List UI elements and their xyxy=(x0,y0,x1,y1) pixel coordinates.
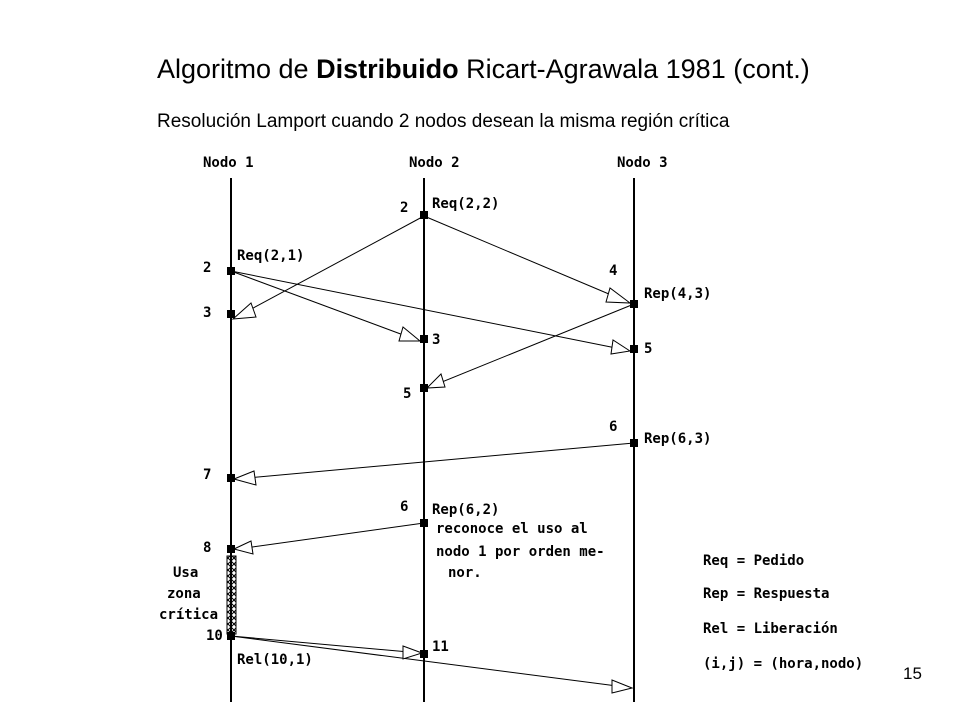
node-3-label: Nodo 3 xyxy=(617,155,668,171)
time-label: 5 xyxy=(403,386,412,402)
event-marker xyxy=(420,519,428,527)
event-marker xyxy=(227,632,235,640)
arrowhead-req22-node1 xyxy=(233,303,256,319)
legend-rel: Rel = Liberación xyxy=(703,621,838,637)
page-number: 15 xyxy=(903,664,922,683)
message-label: Rep(6,2) xyxy=(432,502,500,518)
time-label: 3 xyxy=(203,305,212,321)
time-label: 2 xyxy=(203,260,212,276)
event-marker xyxy=(630,345,638,353)
msg-rep63-to-node1 xyxy=(247,443,634,478)
event-marker xyxy=(630,300,638,308)
legend-rep: Rep = Respuesta xyxy=(703,586,830,602)
event-marker xyxy=(227,474,235,482)
arrowhead-rep63-node1 xyxy=(234,471,256,485)
event-marker xyxy=(227,267,235,275)
msg-req22-to-node3 xyxy=(424,216,616,297)
critical-zone-line-1: Usa xyxy=(173,565,199,581)
arrowhead-req21-node3 xyxy=(611,340,630,354)
legend-req: Req = Pedido xyxy=(703,553,805,569)
event-marker xyxy=(630,439,638,447)
critical-zone-line-3: crítica xyxy=(159,607,219,623)
message-label: Rep(4,3) xyxy=(644,286,712,302)
arrowhead-rep43-node2 xyxy=(427,374,445,388)
time-label: 4 xyxy=(609,263,618,279)
time-label: 7 xyxy=(203,467,212,483)
arrowhead-req21-node2 xyxy=(399,327,420,341)
msg-req22-to-node1 xyxy=(244,216,424,313)
message-label: Req(2,1) xyxy=(237,248,305,264)
note-line-2: nodo 1 por orden me- xyxy=(436,544,605,560)
arrowhead-req22-node3 xyxy=(606,288,630,303)
node-1-label: Nodo 1 xyxy=(203,155,254,171)
event-marker xyxy=(420,211,428,219)
msg-rep62-to-node1 xyxy=(245,523,424,548)
event-marker xyxy=(420,384,428,392)
msg-rel101-to-node2 xyxy=(231,636,409,652)
critical-zone-line-2: zona xyxy=(167,586,201,602)
time-label: 11 xyxy=(432,639,449,655)
time-label: 6 xyxy=(609,419,618,435)
time-label: 10 xyxy=(206,628,223,644)
time-label: 8 xyxy=(203,540,212,556)
arrowhead-rep62-node1 xyxy=(234,541,253,554)
note-line-1: reconoce el uso al xyxy=(436,521,588,537)
message-label: Rel(10,1) xyxy=(237,652,313,668)
page-subtitle: Resolución Lamport cuando 2 nodos desean la misma región crítica xyxy=(157,111,730,132)
time-label: 2 xyxy=(400,200,409,216)
note-line-3: nor. xyxy=(448,565,482,581)
msg-req21-to-node2 xyxy=(231,271,406,336)
node-2-label: Nodo 2 xyxy=(409,155,460,171)
event-marker xyxy=(420,650,428,658)
title-part-1: Algoritmo de xyxy=(157,54,317,84)
message-label: Rep(6,3) xyxy=(644,431,712,447)
event-marker xyxy=(420,335,428,343)
title-part-2: Distribuido xyxy=(316,54,459,84)
msg-rep43-to-node2 xyxy=(437,304,634,384)
event-marker xyxy=(227,545,235,553)
time-label: 3 xyxy=(432,332,441,348)
critical-zone-bar xyxy=(227,556,236,634)
arrowhead-rel101-node3 xyxy=(612,680,632,693)
message-label: Req(2,2) xyxy=(432,196,500,212)
title-part-3: Ricart-Agrawala 1981 (cont.) xyxy=(458,54,810,84)
time-label: 6 xyxy=(400,499,409,515)
legend-ij: (i,j) = (hora,nodo) xyxy=(703,656,864,672)
time-label: 5 xyxy=(644,341,653,357)
event-marker xyxy=(227,310,235,318)
arrowhead-rel101-node2 xyxy=(403,646,422,659)
